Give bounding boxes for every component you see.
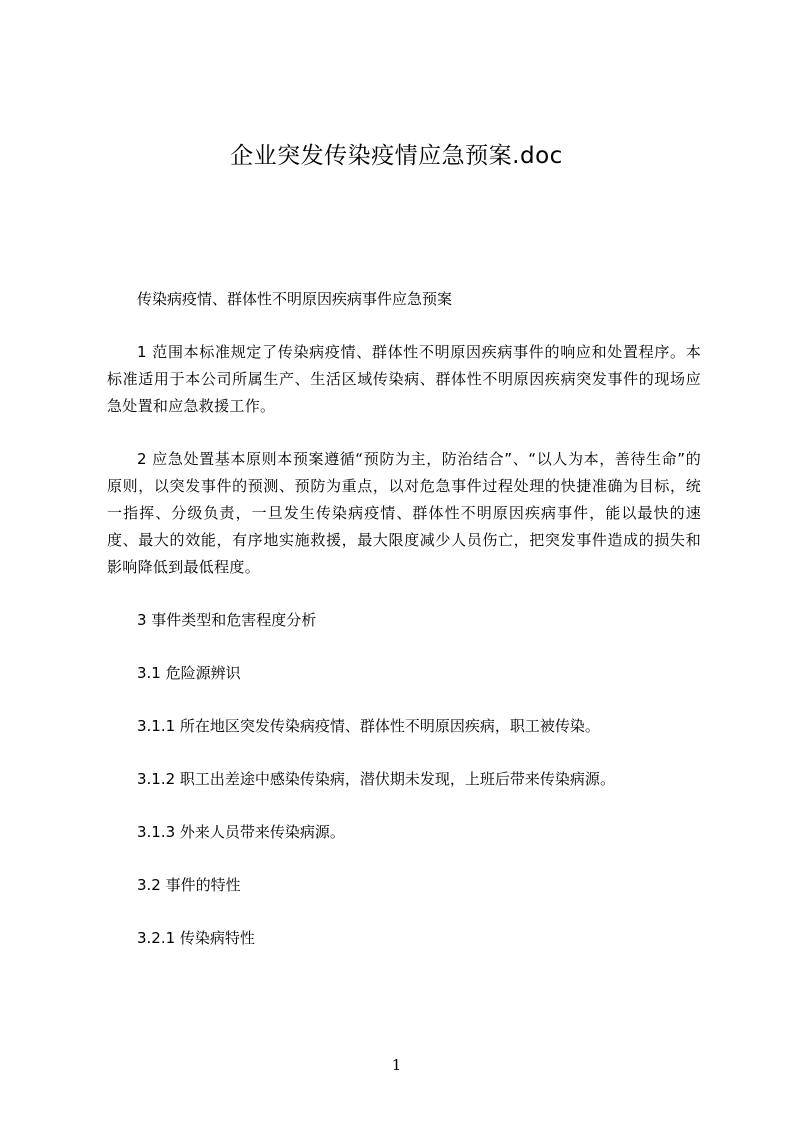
document-title: 企业突发传染疫情应急预案.doc	[230, 143, 563, 169]
paragraph-section-3-1-1: 3.1.1 所在地区突发传染病疫情、群体性不明原因疾病，职工被传染。	[137, 717, 600, 735]
paragraph-section-3: 3 事件类型和危害程度分析	[137, 611, 317, 629]
paragraph-section-3-2-1: 3.2.1 传染病特性	[137, 929, 255, 947]
paragraph-principles: 2 应急处置基本原则本预案遵循“预防为主，防治结合”、“以人为本，善待生命”的原则，以突发事件的预测、预防为重点，以对危急事件过程处理的快捷准确为目标，统一指挥、分级负责，一旦发生传染病疫情、群体性不明原因疾病事件，能以最快的速度、最大的效能，有序地实施救援，最大限度减少人员伤亡，把突发事件造成的损失和影响降低到最低程度。	[107, 450, 701, 576]
paragraph-section-3-1-2: 3.1.2 职工出差途中感染传染病，潜伏期未发现，上班后带来传染病源。	[137, 770, 615, 788]
paragraph-section-3-1: 3.1 危险源辨识	[137, 664, 241, 682]
paragraph-section-3-1-3: 3.1.3 外来人员带来传染病源。	[137, 823, 345, 841]
paragraph-scope: 1 范围本标准规定了传染病疫情、群体性不明原因疾病事件的响应和处置程序。本标准适用于本公司所属生产、生活区域传染病、群体性不明原因疾病突发事件的现场应急处置和应急救援工作。	[107, 343, 701, 415]
page-number: 1	[391, 1056, 402, 1074]
paragraph-section-3-2: 3.2 事件的特性	[137, 876, 241, 894]
paragraph-heading: 传染病疫情、群体性不明原因疾病事件应急预案	[137, 290, 453, 308]
document-body	[107, 286, 701, 952]
